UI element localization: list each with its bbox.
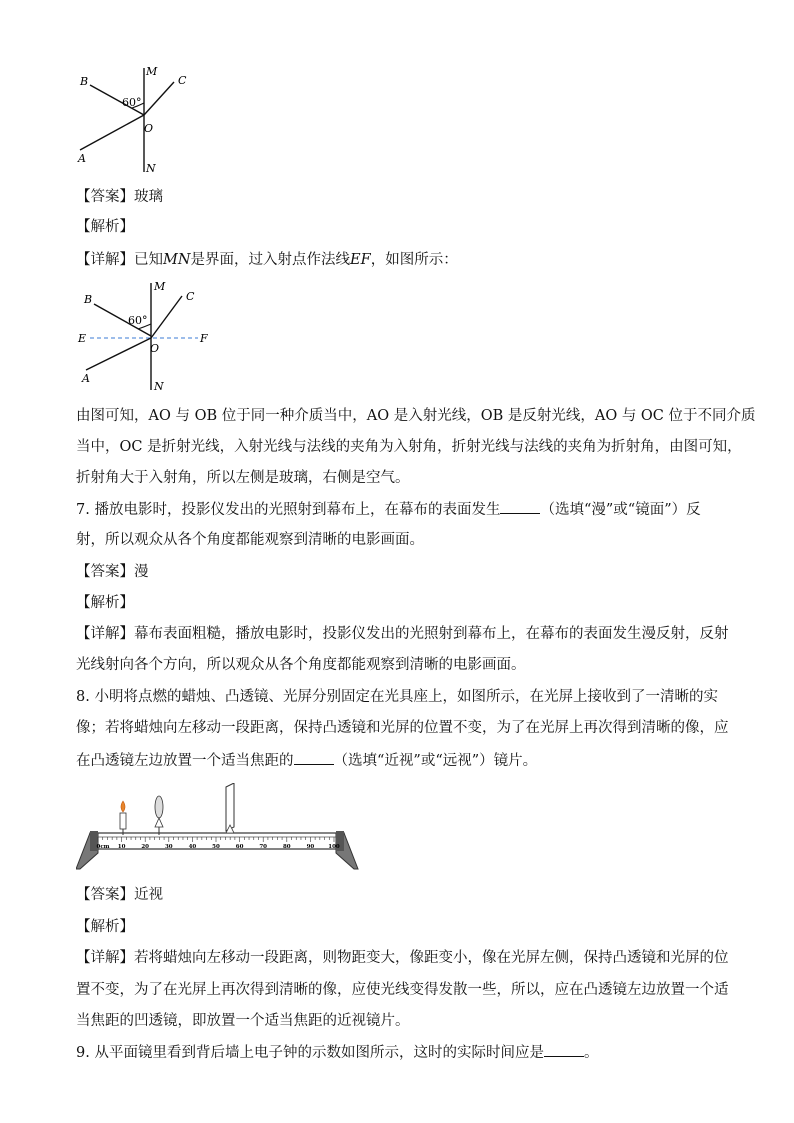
detail-text: 是界面，过入射点作法线: [190, 252, 351, 268]
detail-text: ，如图所示：: [370, 252, 458, 268]
q7-stem-line-2: 射，所以观众从各个角度都能观察到清晰的电影画面。: [76, 532, 424, 548]
label-f: F: [200, 332, 208, 345]
bench-tick-label: 90: [306, 844, 315, 850]
detail-text: 幕布表面粗糙，播放电影时，投影仪发出的光照射到幕布上，在幕布的表面发生漫反射，反射: [134, 626, 729, 642]
optical-bench-figure: [76, 783, 361, 873]
detail-ef: EF: [350, 252, 371, 268]
bench-unit-label: 0cm: [96, 844, 110, 850]
q6-analysis-tag: 【解析】: [76, 219, 134, 235]
stem-text: 7. 播放电影时，投影仪发出的光照射到幕布上，在幕布的表面发生: [76, 502, 501, 518]
q7-stem-line-1: [76, 499, 701, 520]
refraction-figure-2: [76, 278, 216, 398]
q6-body-line-2: 当中，OC 是折射光线，入射光线与法线的夹角为入射角，折射光线与法线的夹角为折射角，由图可知，: [76, 439, 742, 455]
label-c: C: [186, 290, 195, 303]
answer-text: 漫: [134, 564, 149, 580]
label-n: N: [154, 380, 164, 393]
label-e: E: [78, 332, 87, 345]
answer-tag: 【答案】: [76, 887, 134, 903]
q9-stem-line: [76, 1042, 598, 1063]
label-n: N: [146, 162, 156, 175]
q8-analysis-tag: 【解析】: [76, 919, 134, 935]
label-o: O: [150, 342, 160, 355]
candle: [120, 801, 126, 835]
label-a: A: [82, 372, 90, 385]
label-angle: 60°: [128, 314, 148, 327]
label-angle: 60°: [122, 96, 142, 109]
answer-blank: [500, 499, 540, 514]
q6-body-line-1: 由图可知，AO 与 OB 位于同一种介质当中，AO 是入射光线，OB 是反射光线，AO 与 OC 位于不同介质: [76, 408, 756, 424]
label-o: O: [144, 122, 154, 135]
label-a: A: [78, 152, 86, 165]
q8-stem-line-2: 像；若将蜡烛向左移动一段距离，保持凸透镜和光屏的位置不变，为了在光屏上再次得到清晰的像，应: [76, 720, 729, 736]
detail-tag: 【详解】: [76, 950, 134, 966]
bench-tick-label: 30: [164, 844, 173, 850]
stem-text: （选填“漫”或“镜面”）反: [540, 502, 701, 518]
q6-body-line-3: 折射角大于入射角，所以左侧是玻璃，右侧是空气。: [76, 470, 410, 486]
q8-stem-line-3: [76, 750, 537, 771]
detail-text: 已知: [134, 252, 163, 268]
q7-answer-line: [76, 562, 149, 582]
bench-tick-label: 50: [212, 844, 220, 850]
label-m: M: [154, 280, 166, 293]
bench-tick-label: 80: [282, 844, 291, 850]
bench-tick-label: 100: [328, 844, 340, 850]
stem-text: 9. 从平面镜里看到背后墙上电子钟的示数如图所示，这时的实际时间应是: [76, 1045, 544, 1061]
stem-text: （选填“近视”或“远视”）镜片。: [333, 753, 538, 769]
stem-text: 。: [583, 1045, 599, 1061]
detail-tag: 【详解】: [76, 252, 134, 268]
label-c: C: [178, 74, 187, 87]
q8-stem-line-1: 8. 小明将点燃的蜡烛、凸透镜、光屏分别固定在光具座上，如图所示，在光屏上接收到了一清晰的实: [76, 689, 718, 705]
q8-detail-line-1: [76, 948, 729, 968]
answer-tag: 【答案】: [76, 564, 134, 580]
detail-text: 若将蜡烛向左移动一段距离，则物距变大，像距变小，像在光屏左侧，保持凸透镜和光屏的位: [134, 950, 729, 966]
answer-blank: [544, 1042, 584, 1057]
q7-detail-line-1: [76, 624, 729, 644]
refraction-figure-1: [76, 60, 196, 180]
stem-text: 在凸透镜左边放置一个适当焦距的: [76, 753, 294, 769]
detail-mn: MN: [163, 252, 191, 268]
q8-detail-line-2: 置不变，为了在光屏上再次得到清晰的像，应使光线变得发散一些，所以，应在凸透镜左边放置一个适: [76, 982, 729, 998]
answer-text: 玻璃: [134, 189, 163, 205]
label-b: B: [80, 75, 89, 88]
q8-detail-line-3: 当焦距的凹透镜，即放置一个适当焦距的近视镜片。: [76, 1013, 410, 1029]
q7-detail-line-2: 光线射向各个方向，所以观众从各个角度都能观察到清晰的电影画面。: [76, 657, 526, 673]
bench-tick-label: 60: [235, 844, 244, 850]
answer-text: 近视: [134, 887, 163, 903]
bench-tick-label: 70: [259, 844, 268, 850]
answer-blank: [294, 750, 334, 765]
convex-lens: [155, 796, 163, 835]
answer-tag: 【答案】: [76, 189, 134, 205]
q7-analysis-tag: 【解析】: [76, 595, 134, 611]
q6-detail-intro: [76, 250, 458, 270]
label-b: B: [84, 293, 93, 306]
q6-answer-line: [76, 187, 163, 207]
label-m: M: [146, 65, 158, 78]
detail-tag: 【详解】: [76, 626, 134, 642]
bench-tick-label: 20: [141, 844, 150, 850]
q8-answer-line: [76, 885, 163, 905]
bench-tick-label: 40: [188, 844, 197, 850]
bench-tick-label: 10: [117, 844, 126, 850]
